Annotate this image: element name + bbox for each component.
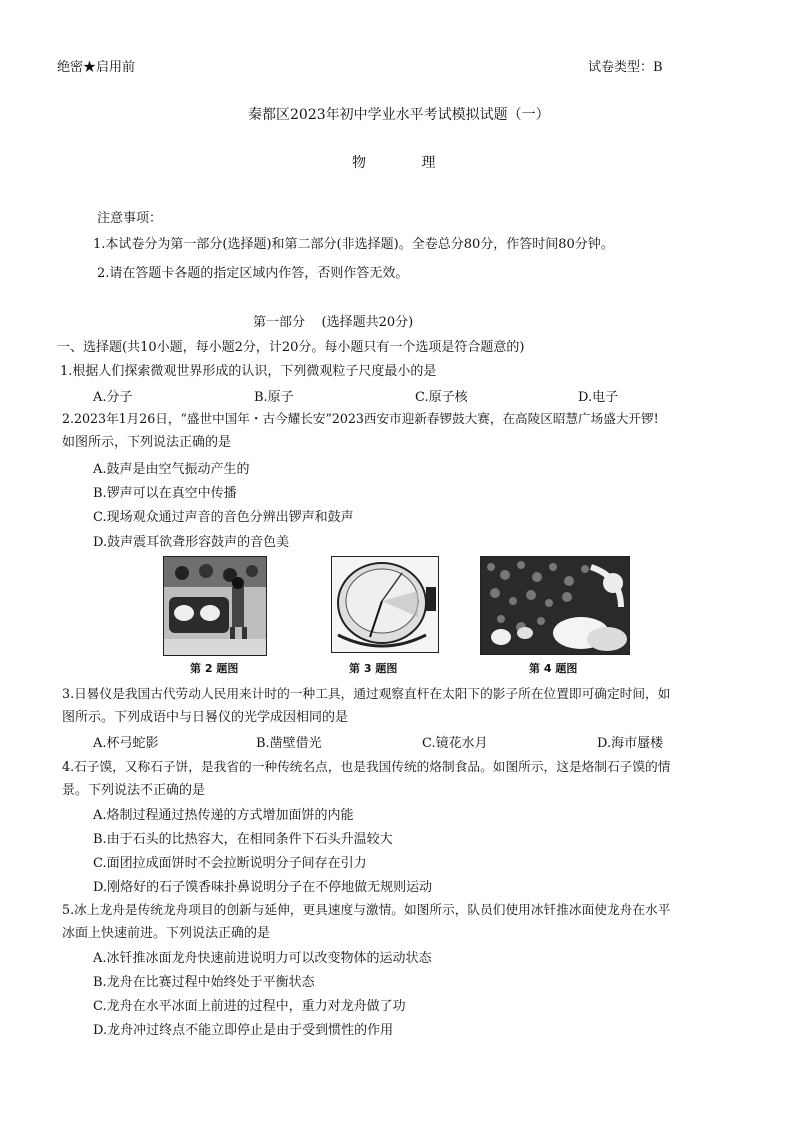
- notice-item-2: 2.请在答题卡各题的指定区域内作答，否则作答无效。: [97, 266, 409, 281]
- q5-stem-line2: 冰面上快速前进。下列说法正确的是: [62, 926, 271, 941]
- part1-heading: 第一部分 (选择题共20分): [253, 315, 414, 330]
- confidential-label: 绝密★启用前: [57, 60, 136, 75]
- q5-stem-line1: 5.冰上龙舟是传统龙舟项目的创新与延伸，更具速度与激情。如图所示，队员们使用冰钎推冰面使龙舟在水平: [62, 902, 671, 917]
- q2-stem-line1: 2.2023年1月26日，“盛世中国年・古今耀长安”2023西安市迎新春锣鼓大赛，在高陵区昭慧广场盛大开锣!: [62, 411, 659, 426]
- notice-item-1: 1.本试卷分为第一部分(选择题)和第二部分(非选择题)。全卷总分80分，作答时间80分钟。: [93, 237, 614, 252]
- paper-type-label: 试卷类型：B: [588, 60, 663, 75]
- section-heading: 一、选择题(共10小题，每小题2分，计20分。每小题只有一个选项是符合题意的): [57, 340, 525, 355]
- stone-bread-image: [481, 557, 629, 654]
- q2-option-d: D.鼓声震耳欲聋形容鼓声的音色美: [93, 535, 290, 550]
- q5-option-c: C.龙舟在水平冰面上前进的过程中，重力对龙舟做了功: [93, 999, 406, 1014]
- q2-option-c: C.现场观众通过声音的音色分辨出锣声和鼓声: [93, 510, 354, 525]
- subject-title: 物 理: [352, 155, 437, 171]
- q2-option-a: A.鼓声是由空气振动产生的: [93, 462, 250, 477]
- drum-performance-image: [164, 557, 266, 655]
- q5-option-a: A.冰钎推冰面龙舟快速前进说明力可以改变物体的运动状态: [93, 951, 432, 966]
- notice-heading: 注意事项：: [97, 211, 163, 226]
- q3-option-d: D.海市蜃楼: [597, 736, 664, 751]
- figure-2-caption: 第 2 题图: [190, 662, 239, 675]
- q3-stem-line2: 图所示。下列成语中与日晷仪的光学成因相同的是: [62, 710, 349, 725]
- q2-stem-line2: 如图所示，下列说法正确的是: [62, 435, 232, 450]
- q1-option-b: B.原子: [254, 390, 294, 405]
- q5-option-d: D.龙舟冲过终点不能立即停止是由于受到惯性的作用: [93, 1023, 394, 1038]
- q4-option-c: C.面团拉成面饼时不会拉断说明分子间存在引力: [93, 856, 367, 871]
- q4-option-d: D.刚烙好的石子馍香味扑鼻说明分子在不停地做无规则运动: [93, 880, 433, 895]
- q5-option-b: B.龙舟在比赛过程中始终处于平衡状态: [93, 975, 315, 990]
- figure-3-caption: 第 3 题图: [349, 662, 398, 675]
- q3-option-a: A.杯弓蛇影: [93, 736, 159, 751]
- q1-option-a: A.分子: [93, 390, 133, 405]
- sundial-image: [332, 557, 438, 652]
- figure-4-caption: 第 4 题图: [529, 662, 578, 675]
- page-title: 秦都区2023年初中学业水平考试模拟试题（一）: [248, 107, 550, 123]
- q3-option-b: B.凿壁借光: [256, 736, 322, 751]
- q1-option-c: C.原子核: [415, 390, 468, 405]
- q3-option-c: C.镜花水月: [422, 736, 488, 751]
- q4-option-b: B.由于石头的比热容大，在相同条件下石头升温较大: [93, 832, 393, 847]
- q4-stem-line1: 4.石子馍，又称石子饼，是我省的一种传统名点，也是我国传统的烙制食品。如图所示，这是烙制石子馍的情: [62, 759, 671, 774]
- q1-stem: 1.根据人们探索微观世界形成的认识，下列微观粒子尺度最小的是: [60, 364, 437, 379]
- figure-3-sundial-photo: [331, 556, 439, 653]
- q1-option-d: D.电子: [578, 390, 619, 405]
- figure-4-stone-bread-photo: [480, 556, 630, 655]
- figure-2-drum-photo: [163, 556, 267, 656]
- q4-option-a: A.烙制过程通过热传递的方式增加面饼的内能: [93, 808, 354, 823]
- q3-stem-line1: 3.日晷仪是我国古代劳动人民用来计时的一种工具，通过观察直杆在太阳下的影子所在位置即可确定时间，如: [62, 686, 671, 701]
- q2-option-b: B.锣声可以在真空中传播: [93, 486, 237, 501]
- q4-stem-line2: 景。下列说法不正确的是: [62, 783, 206, 798]
